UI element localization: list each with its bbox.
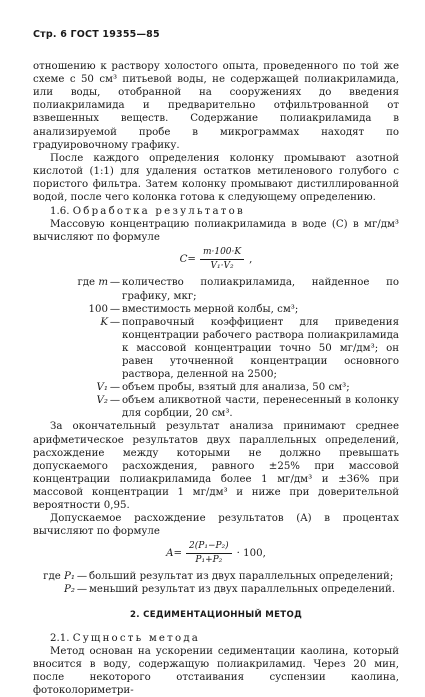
formula-numerator: m·100·K: [200, 247, 244, 260]
subsection-2-1-heading: [33, 632, 399, 645]
formula-fraction: [200, 247, 244, 272]
definition-symbol: [33, 316, 108, 381]
formula-denominator: P₁+P₂: [195, 555, 223, 566]
definition-item: [33, 276, 399, 302]
definition-variable: K: [100, 316, 108, 328]
definitions-list: [33, 276, 399, 420]
formula-numerator: 2(P₁−P₂): [186, 541, 232, 554]
subsection-number: 2.1.: [50, 632, 70, 644]
section-number: 1.6.: [50, 206, 70, 218]
definition-dash: —: [76, 584, 88, 596]
definition-variable: P₂: [64, 584, 75, 596]
definition-dash: —: [109, 316, 121, 328]
definition-prefix: где: [77, 277, 96, 289]
definition-symbol: [33, 570, 75, 583]
paragraph-column-wash: После каждого определения колонку промывают азотной кислотой (1:1) для удаления остатков метиленового голубого с пористого фильтра. Затем колонку промывают дистиллированной водой, после чего колонка готова к следующему определению.: [33, 152, 399, 204]
formula-tail: ,: [249, 254, 253, 266]
paragraph-concentration-intro: Массовую концентрацию полиакриламида в воде (C) в мг/дм³ вычисляют по формуле: [33, 219, 399, 244]
definition-dash: —: [109, 277, 121, 289]
formula-denominator: V₁·V₂: [210, 261, 234, 272]
definitions-list: [33, 570, 399, 596]
formula-lhs: A=: [166, 548, 183, 560]
section-2-heading: 2. СЕДИМЕНТАЦИОННЫЙ МЕТОД: [129, 610, 303, 621]
definition-text: поправочный коэффициент для приведения концентрации рабочего раствора полиакриламида к массовой концентрации точно 50 мг/дм³; он равен уточненной концентрации основного раствора, деленной на 2500;: [122, 316, 399, 381]
definition-text: больший результат из двух параллельных определений;: [89, 571, 394, 583]
definition-variable: V₁: [96, 382, 108, 394]
definition-symbol: [33, 583, 75, 596]
paragraph-blank-test: отношению к раствору холостого опыта, проведенного по той же схеме с 50 см³ питьевой воды, не содержащей полиакриламида, или воды, отобранной на сооружениях до введения полиакриламида и предварительно отфильтрованной от взвешенных веществ. Содержание полиакриламида в анализируемой пробе в микрограммах находят по градуировочному графику.: [33, 61, 399, 151]
definition-variable: P₁: [64, 571, 75, 583]
definition-symbol: [33, 394, 108, 420]
definition-text: объем аликвотной части, перенесенный в колонку для сорбции, 20 см³.: [122, 395, 399, 420]
definition-text: объем пробы, взятый для анализа, 50 см³;: [122, 382, 350, 394]
definition-item: [33, 570, 399, 583]
definition-symbol: 100: [88, 303, 108, 315]
subsection-title: Сущность метода: [72, 632, 201, 644]
section-title: Обработка результатов: [72, 206, 245, 218]
definition-dash: —: [76, 571, 88, 583]
formula-lhs: C=: [179, 254, 196, 266]
definition-item: [33, 583, 399, 596]
paragraph-final-result: За окончательный результат анализа принимают среднее арифметическое результатов двух параллельных определений, расхождение между которыми не должно превышать допускаемого расхождения, равного ±25% при массовой концентрации полиакриламида более 1 мг/дм³ и ±36% при массовой концентрации 1 мг/дм³ и ниже при доверительной вероятности 0,95.: [33, 421, 399, 511]
definition-item: [33, 303, 399, 316]
definition-dash: —: [109, 303, 121, 315]
page-header: Стр. 6 ГОСТ 19355—85: [33, 29, 160, 40]
definition-variable: m: [98, 277, 108, 289]
definition-item: [33, 316, 399, 381]
definition-text: количество полиакриламида, найденное по графику, мкг;: [122, 277, 399, 302]
definition-symbol: [33, 381, 108, 394]
paragraph-tolerance-intro: Допускаемое расхождение результатов (A) в процентах вычисляют по формуле: [33, 513, 399, 538]
paragraph-method-essence: Метод основан на ускорении седиментации каолина, который вносится в воду, содержащую полиакриламид. Через 20 мин, после некоторого отстаивания суспензии каолина, фотоколориметри-: [33, 645, 399, 696]
section-1-6-heading: [33, 205, 399, 218]
definition-prefix: где: [43, 571, 61, 583]
definition-text: вместимость мерной колбы, см³;: [122, 303, 299, 315]
definition-item: [33, 394, 399, 420]
definition-item: [33, 381, 399, 394]
definition-symbol: [33, 276, 108, 302]
formula-concentration: [33, 247, 399, 272]
definition-dash: —: [109, 382, 121, 394]
definition-dash: —: [109, 395, 121, 407]
definition-text: меньший результат из двух параллельных определений.: [89, 584, 396, 596]
formula-tail: · 100,: [236, 548, 266, 560]
definition-variable: V₂: [96, 395, 108, 407]
formula-tolerance: [33, 541, 399, 566]
formula-fraction: [186, 541, 232, 566]
